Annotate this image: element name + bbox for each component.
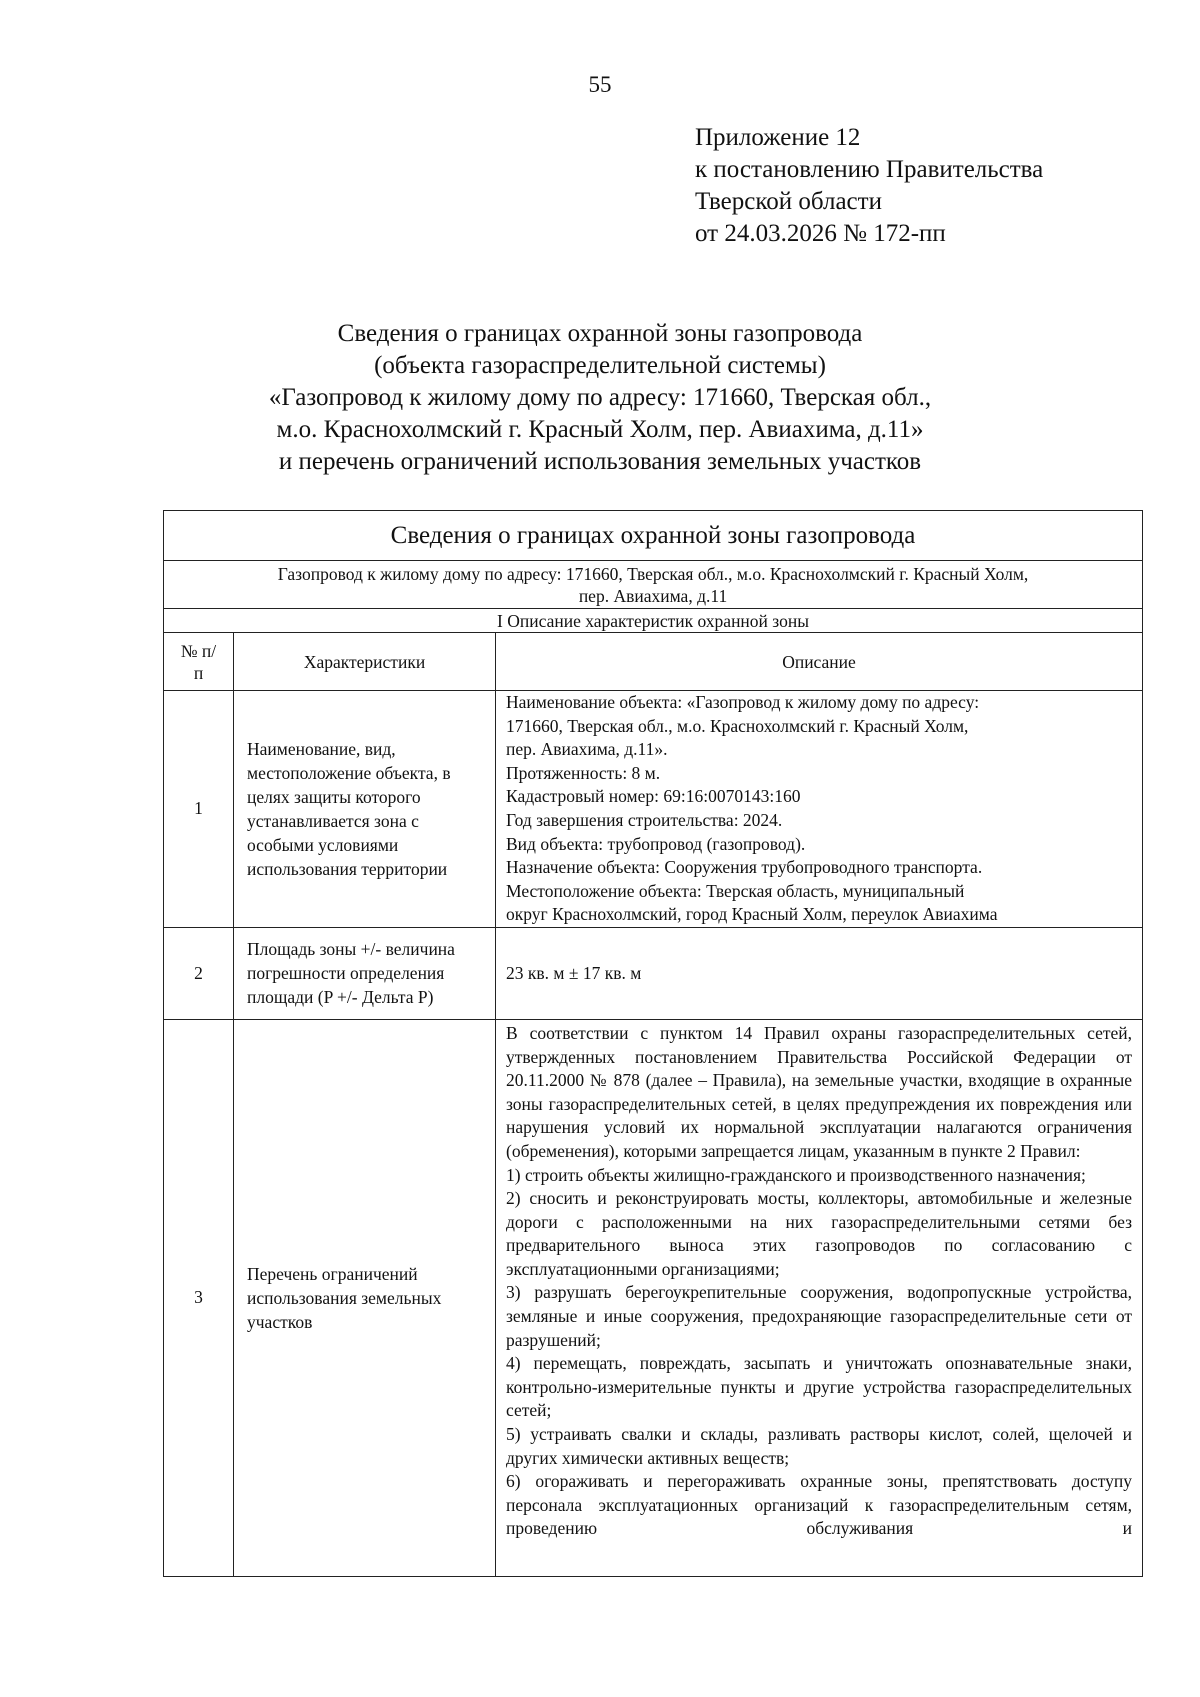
description-line: округ Краснохолмский, город Красный Холм, переулок Авиахима: [506, 904, 998, 925]
header-characteristics: Характеристики: [234, 633, 496, 691]
restriction-paragraph: 2) сносить и реконструировать мосты, коллекторы, автомобильные и железные дороги с расположенными на них газораспределительными сетями без предварительного выноса этих газопроводов по согласованию с эксплуатационными организациями;: [506, 1188, 1133, 1279]
description-line: Вид объекта: трубопровод (газопровод).: [506, 833, 806, 854]
table-row: [164, 927, 1143, 1019]
table-object-name: [164, 561, 1143, 609]
header-num: № п/п: [164, 633, 234, 691]
appendix-line: Тверской области: [695, 188, 882, 215]
page-number: 55: [588, 72, 612, 97]
row-description: [496, 1019, 1143, 1576]
row-characteristic: Площадь зоны +/- величина погрешности определения площади (P +/- Дельта P): [234, 927, 496, 1019]
restriction-paragraph: 5) устраивать свалки и склады, разливать растворы кислот, солей, щелочей и других химически активных веществ;: [506, 1424, 1133, 1468]
object-line: Газопровод к жилому дому по адресу: 171660, Тверская обл., м.о. Краснохолмский г. Красный Холм,: [277, 563, 1029, 584]
description-line: 171660, Тверская обл., м.о. Краснохолмский г. Красный Холм,: [506, 715, 969, 736]
table-header-row: [164, 633, 1143, 691]
row-number: 1: [164, 691, 234, 928]
title-line: и перечень ограничений использования земельных участков: [278, 448, 922, 475]
description-line: Год завершения строительства: 2024.: [506, 809, 783, 830]
table-row: [164, 1019, 1143, 1576]
row-number: 2: [164, 927, 234, 1019]
row-characteristic: Наименование, вид, местоположение объекта, в целях защиты которого устанавливается зона с особыми условиями использования территории: [234, 691, 496, 928]
table-title: Сведения о границах охранной зоны газопровода: [164, 511, 1143, 561]
description-line: Назначение объекта: Сооружения трубопроводного транспорта.: [506, 857, 983, 878]
restriction-paragraph: 4) перемещать, повреждать, засыпать и уничтожать опознавательные знаки, контрольно-измерительные пункты и другие устройства газораспределительных сетей;: [506, 1353, 1133, 1421]
description-line: Наименование объекта: «Газопровод к жилому дому по адресу:: [506, 692, 980, 712]
title-line: Сведения о границах охранной зоны газопровода: [337, 320, 863, 347]
description-line: Протяженность: 8 м.: [506, 762, 661, 783]
row-description: 23 кв. м ± 17 кв. м: [496, 927, 1143, 1019]
appendix-block: [695, 122, 1043, 250]
description-line: Местоположение объекта: Тверская область, муниципальный: [506, 880, 965, 901]
description-line: Кадастровый номер: 69:16:0070143:160: [506, 786, 801, 807]
restriction-paragraph: 3) разрушать берегоукрепительные сооружения, водопропускные устройства, земляные и иные сооружения, предохраняющие газораспределительные сети от разрушений;: [506, 1282, 1133, 1350]
description-line: пер. Авиахима, д.11».: [506, 739, 668, 760]
row-number: 3: [164, 1019, 234, 1576]
document-title: [150, 318, 1050, 478]
appendix-line: от 24.03.2026 № 172-пп: [695, 220, 946, 247]
title-line: м.о. Краснохолмский г. Красный Холм, пер. Авиахима, д.11»: [276, 416, 924, 443]
table-section-title: I Описание характеристик охранной зоны: [164, 609, 1143, 633]
row-description: [496, 691, 1143, 928]
title-line: (объекта газораспределительной системы): [374, 352, 826, 379]
object-line: пер. Авиахима, д.11: [578, 585, 728, 606]
restriction-paragraph: 1) строить объекты жилищно-гражданского и производственного назначения;: [506, 1164, 1086, 1185]
protection-zone-table: [163, 510, 1143, 1577]
appendix-line: к постановлению Правительства: [695, 156, 1044, 183]
row-characteristic: Перечень ограничений использования земельных участков: [234, 1019, 496, 1576]
header-description: Описание: [496, 633, 1143, 691]
table-row: [164, 691, 1143, 928]
restriction-paragraph: 6) огораживать и перегораживать охранные зоны, препятствовать доступу персонала эксплуатационных организаций к газораспределительным сетям, проведению обслуживания и: [506, 1471, 1133, 1539]
restriction-paragraph: В соответствии с пунктом 14 Правил охраны газораспределительных сетей, утвержденных постановлением Правительства Российской Федерации от 20.11.2000 № 878 (далее – Правила), на земельные участки, входящие в охранные зоны газораспределительных сетей, в целях предупреждения их повреждения или нарушения условий их нормальной эксплуатации налагаются ограничения (обременения), которыми запрещается лицам, указанным в пункте 2 Правил:: [506, 1022, 1133, 1161]
appendix-line: Приложение 12: [695, 124, 861, 151]
title-line: «Газопровод к жилому дому по адресу: 171660, Тверская обл.,: [268, 384, 932, 411]
